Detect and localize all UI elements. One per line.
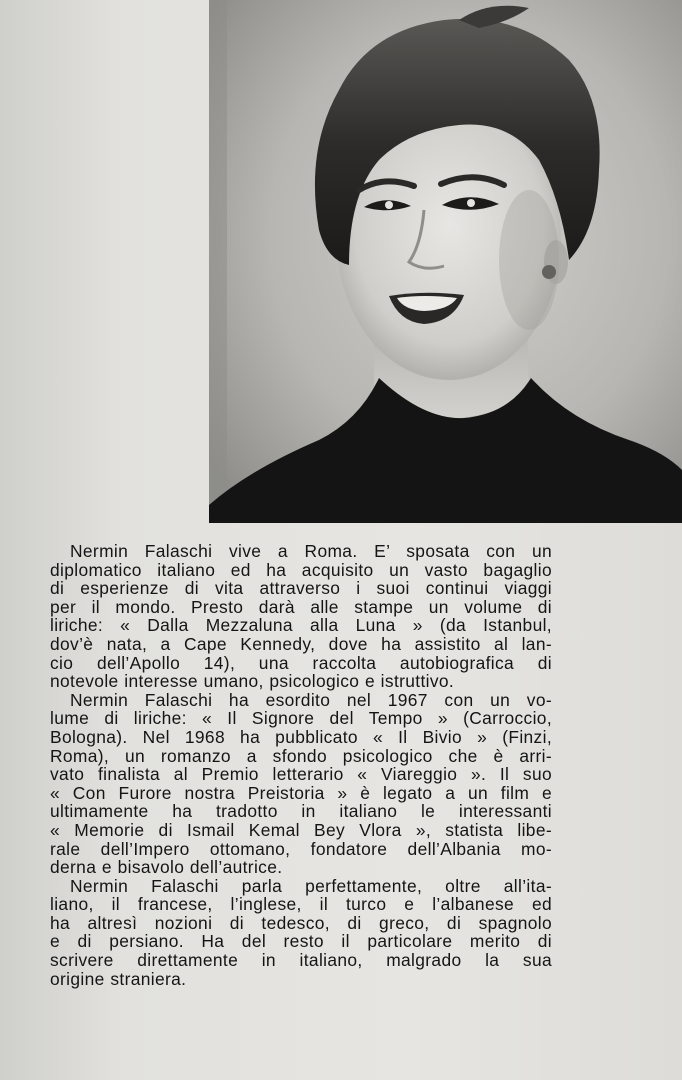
text-line: di esperienze di vita attraverso i suoi continui viaggi (50, 578, 552, 599)
text-line: dov’è nata, a Cape Kennedy, dove ha assistito al lan- (50, 633, 552, 654)
text-line: liano, il francese, l’inglese, il turco e l’albanese ed (50, 894, 552, 915)
text-line: Bologna). Nel 1968 ha pubblicato « Il Bivio » (Finzi, (50, 726, 552, 747)
text-line: rale dell’Impero ottomano, fondatore dell’Albania mo- (50, 838, 552, 859)
text-line: cio dell’Apollo 14), una raccolta autobiografica di (50, 652, 552, 673)
biography-paragraph-3 (50, 877, 552, 989)
text-line: per il mondo. Presto darà alle stampe un volume di (50, 596, 552, 617)
text-line: « Memorie di Ismail Kemal Bey Vlora », statista libe- (50, 819, 552, 840)
portrait-illustration (209, 0, 682, 523)
text-line: Nermin Falaschi vive a Roma. E’ sposata con un (70, 541, 552, 561)
text-line: Nermin Falaschi parla perfettamente, oltre all’ita- (70, 875, 552, 896)
text-line: « Con Furore nostra Preistoria » è legato a un film e (50, 782, 552, 803)
text-line: ha altresì nozioni di tedesco, di greco, di spagnolo (50, 912, 552, 933)
text-line: ultimamente ha tradotto in italiano le interessanti (50, 801, 552, 822)
text-line: Nermin Falaschi ha esordito nel 1967 con un vo- (70, 689, 552, 710)
text-line: notevole interesse umano, psicologico e istruttivo. (50, 671, 455, 692)
text-line: origine straniera. (50, 968, 187, 989)
biography-paragraph-1 (50, 542, 552, 691)
author-biography-text (50, 542, 552, 988)
text-line: vato finalista al Premio letterario « Viareggio ». Il suo (50, 764, 552, 785)
author-portrait-photo (209, 0, 682, 523)
text-line: derna e bisavolo dell’autrice. (50, 857, 283, 878)
text-line: Roma), un romanzo a sfondo psicologico che è arri- (50, 745, 552, 766)
biography-paragraph-2 (50, 691, 552, 877)
text-line: e di persiano. Ha del resto il particolare merito di (50, 931, 552, 952)
text-line: scrivere direttamente in italiano, malgrado la sua (50, 950, 552, 971)
text-line: liriche: « Dalla Mezzaluna alla Luna » (da Istanbul, (50, 615, 552, 636)
text-line: diplomatico italiano ed ha acquisito un vasto bagaglio (50, 559, 552, 580)
text-line: lume di liriche: « Il Signore del Tempo » (Carroccio, (50, 708, 552, 729)
